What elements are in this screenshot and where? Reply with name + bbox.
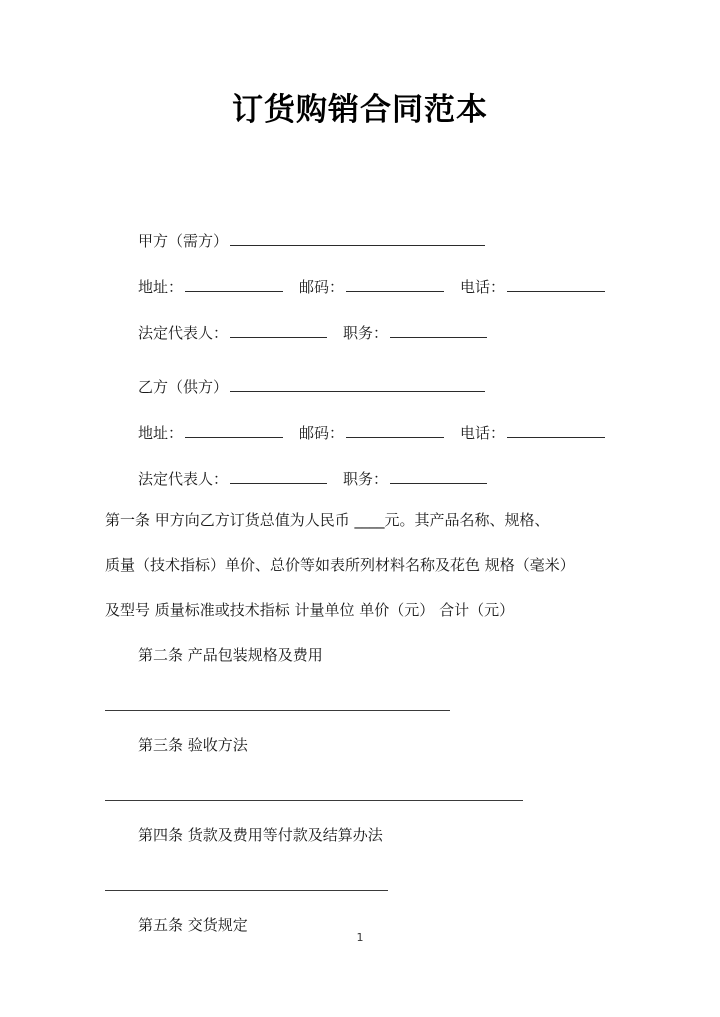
party-b-heading-label: 乙方（供方）	[138, 378, 229, 396]
article-4-heading: 第四条 货款及费用等付款及结算办法	[138, 826, 383, 844]
party-b-section	[105, 374, 625, 512]
party-b-heading-row	[105, 374, 625, 420]
article-5-heading: 第五条 交货规定	[138, 916, 248, 934]
party-b-legal-rep-label: 法定代表人：	[138, 470, 229, 488]
article-1-line-2: 质量（技术指标）单价、总价等如表所列材料名称及花色 规格（毫米）	[105, 556, 575, 574]
party-a-heading-row	[105, 228, 625, 274]
party-a-legal-rep-blank[interactable]	[230, 323, 327, 338]
page-title: 订货购销合同范本	[232, 92, 488, 128]
party-a-name-blank[interactable]	[230, 231, 485, 246]
article-4-answer-blank[interactable]	[105, 890, 388, 891]
page-number: 1	[356, 931, 364, 944]
party-a-legal-rep-row	[105, 320, 625, 366]
party-a-postcode-label: 邮码：	[299, 278, 345, 296]
article-2-heading: 第二条 产品包装规格及费用	[138, 646, 323, 664]
party-a-address-row	[105, 274, 625, 320]
party-b-name-blank[interactable]	[230, 377, 485, 392]
party-a-postcode-blank[interactable]	[346, 277, 444, 292]
party-a-phone-blank[interactable]	[507, 277, 605, 292]
party-b-address-blank[interactable]	[185, 423, 283, 438]
article-1-line-1: 第一条 甲方向乙方订货总值为人民币 ____元。其产品名称、规格、	[105, 511, 550, 529]
article-3-answer-row	[105, 778, 620, 823]
article-2-answer-row	[105, 688, 620, 733]
party-a-phone-label: 电话：	[460, 278, 506, 296]
article-4-answer-row	[105, 868, 620, 913]
party-b-legal-rep-row	[105, 466, 625, 512]
party-b-position-label: 职务：	[343, 470, 389, 488]
party-b-legal-rep-blank[interactable]	[230, 469, 327, 484]
article-2-answer-blank[interactable]	[105, 710, 450, 711]
party-a-position-blank[interactable]	[390, 323, 487, 338]
party-b-address-label: 地址：	[138, 424, 184, 442]
party-b-address-row	[105, 420, 625, 466]
article-1-line-3: 及型号 质量标准或技术指标 计量单位 单价（元） 合计（元）	[105, 601, 515, 619]
party-b-postcode-label: 邮码：	[299, 424, 345, 442]
articles-section	[105, 508, 620, 958]
party-b-position-blank[interactable]	[390, 469, 487, 484]
party-a-section	[105, 228, 625, 366]
party-b-phone-label: 电话：	[460, 424, 506, 442]
party-a-legal-rep-label: 法定代表人：	[138, 324, 229, 342]
party-a-address-label: 地址：	[138, 278, 184, 296]
party-a-position-label: 职务：	[343, 324, 389, 342]
article-3-answer-blank[interactable]	[105, 800, 523, 801]
party-b-postcode-blank[interactable]	[346, 423, 444, 438]
party-a-heading-label: 甲方（需方）	[138, 232, 229, 250]
party-b-phone-blank[interactable]	[507, 423, 605, 438]
party-a-address-blank[interactable]	[185, 277, 283, 292]
article-3-heading: 第三条 验收方法	[138, 736, 248, 754]
